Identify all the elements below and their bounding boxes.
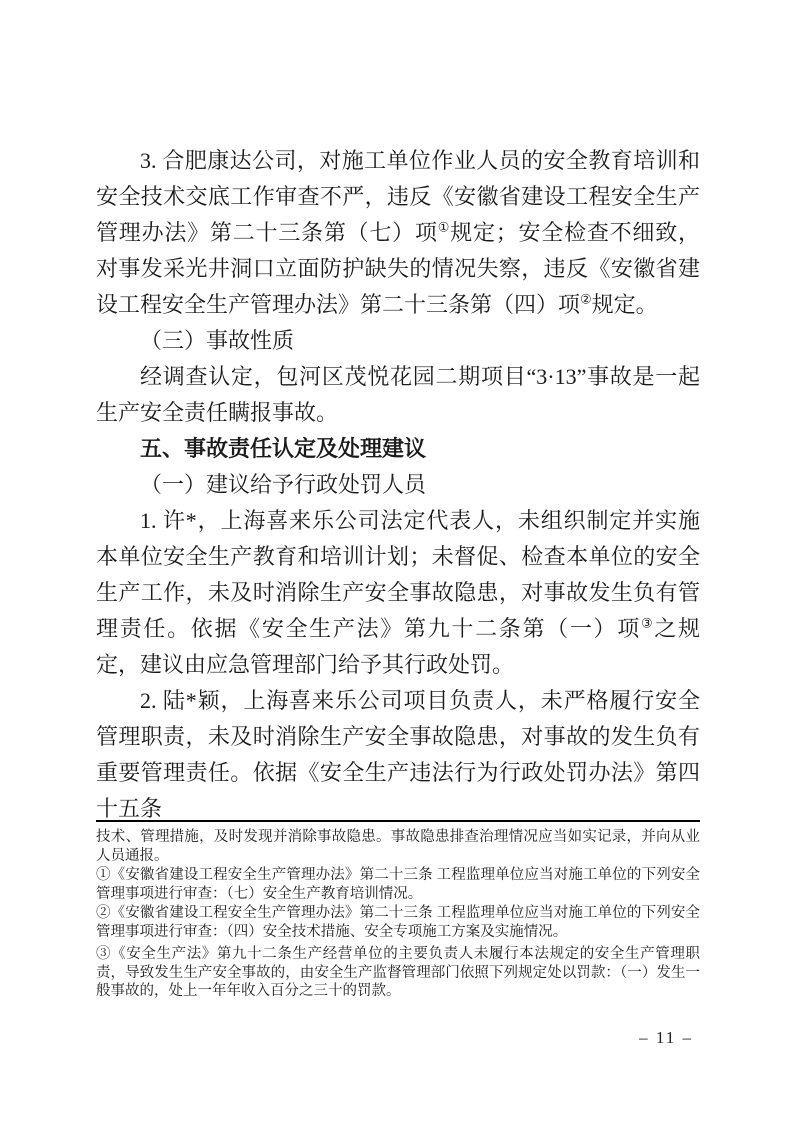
- body-text: [96, 143, 700, 827]
- page-number: – 11 –: [639, 1028, 693, 1047]
- paragraph-kangda-seg3: 规定。: [591, 292, 658, 317]
- paragraph-kangda-seg1: 3. 合肥康达公司，对施工单位作业人员的安全教育培训和安全技术交底工作审查不严，违反《安徽省建设工程安全生产管理办法》第二十三条第（七）项: [96, 148, 700, 245]
- footnote-3: ③《安全生产法》第九十二条生产经营单位的主要负责人未履行本法规定的安全生产管理职责，导致发生生产安全事故的，由安全生产监督管理部门依照下列规定处以罚款：（一）发生一般事故的，处上一年年收入百分之三十的罚款。: [96, 946, 700, 999]
- footnote-ref-1: ①: [437, 219, 451, 235]
- heading-section-5: 五、事故责任认定及处理建议: [140, 436, 427, 461]
- paragraph-kangda-violation: [96, 143, 700, 323]
- heading-section-5-1: （一）建议给予行政处罚人员: [140, 472, 427, 497]
- footnote-1: ①《安徽省建设工程安全生产管理办法》第二十三条 工程监理单位应当对施工单位的下列安全管理事项进行审查：（七）安全生产教育培训情况。: [96, 867, 700, 902]
- footnotes-section: [96, 820, 700, 1002]
- footnote-separator: [96, 820, 700, 822]
- footnote-ref-3: ③: [640, 615, 655, 631]
- paragraph-xu-seg1: 1. 许*，上海喜来乐公司法定代表人，未组织制定并实施本单位安全生产教育和培训计划；未督促、检查本单位的安全生产工作，未及时消除生产安全事故隐患，对事故发生负有管理责任。依据《安全生产法》第九十二条第（一）项: [96, 508, 700, 641]
- paragraph-accident-finding: 经调查认定，包河区茂悦花园二期项目“3·13”事故是一起生产安全责任瞒报事故。: [96, 364, 700, 425]
- paragraph-person-lu: 2. 陆*颖，上海喜来乐公司项目负责人，未严格履行安全管理职责，未及时消除生产安全事故隐患，对事故的发生负有重要管理责任。依据《安全生产违法行为行政处罚办法》第四十五条: [96, 688, 700, 821]
- paragraph-kangda-seg2: 规定；安全检查不细致，对事发采光井洞口立面防护缺失的情况失察，违反《安徽省建设工程安全生产管理办法》第二十三条第（四）项: [96, 220, 700, 317]
- footnote-2: ②《安徽省建设工程安全生产管理办法》第二十三条 工程监理单位应当对施工单位的下列安全管理事项进行审查：（四）安全技术措施、安全专项施工方案及实施情况。: [96, 905, 700, 940]
- paragraph-xu-seg2: 之规定，建议由应急管理部门给予其行政处罚。: [96, 616, 700, 677]
- paragraph-person-xu: [96, 503, 700, 683]
- heading-accident-nature: （三）事故性质: [140, 328, 295, 353]
- footnote-ref-2: ②: [580, 291, 592, 307]
- footnote-continuation: 技术、管理措施，及时发现并消除事故隐患。事故隐患排查治理情况应当如实记录，并向从业人员通报。: [96, 829, 700, 864]
